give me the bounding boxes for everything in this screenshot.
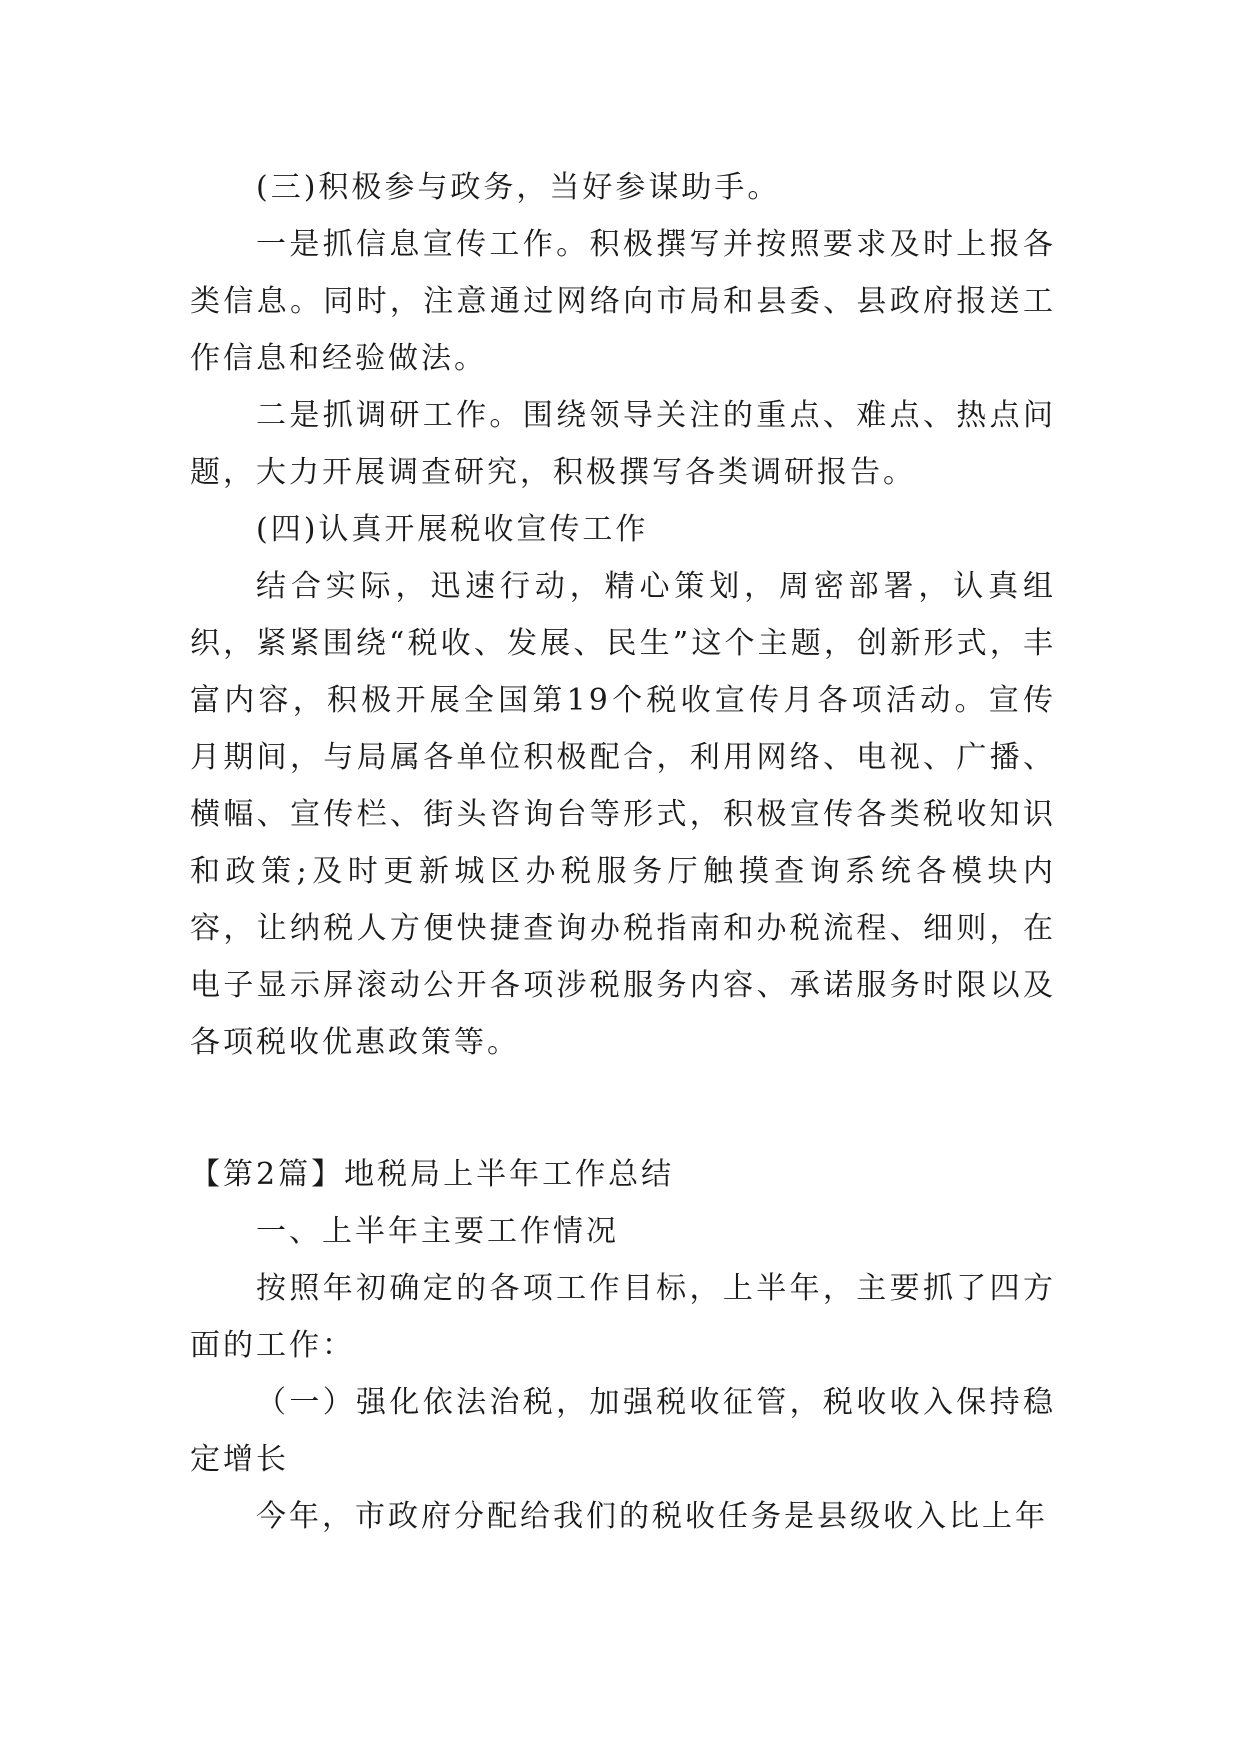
section-heading-3: (三)积极参与政务，当好参谋助手。 xyxy=(256,170,781,205)
paragraph-research-work: 二是抓调研工作。围绕领导关注的重点、难点、热点问题，大力开展调查研究，积极撰写各类调研报告。 xyxy=(190,398,1056,490)
paragraph-tax-task: 今年，市政府分配给我们的税收任务是县级收入比上年 xyxy=(256,1499,1048,1534)
article-title: 【第2篇】地税局上半年工作总结 xyxy=(190,1157,675,1192)
subsection-heading-1: （一）强化依法治税，加强税收征管，税收收入保持稳定增长 xyxy=(190,1385,1056,1477)
paragraph-tax-publicity: 结合实际，迅速行动，精心策划，周密部署，认真组织，紧紧围绕“税收、发展、民生”这个主题，创新形式，丰富内容，积极开展全国第19个税收宣传月各项活动。宣传月期间，与局属各单位积极配合，利用网络、电视、广播、横幅、宣传栏、街头咨询台等形式，积极宣传各类税收知识和政策;及时更新城区办税服务厅触摸查询系统各模块内容，让纳税人方便快捷查询办税指南和办税流程、细则，在电子显示屏滚动公开各项涉税服务内容、承诺服务时限以及各项税收优惠政策等。 xyxy=(190,569,1056,1060)
section-heading-4: (四)认真开展税收宣传工作 xyxy=(256,512,649,547)
paragraph-work-goals: 按照年初确定的各项工作目标，上半年，主要抓了四方面的工作： xyxy=(190,1271,1056,1363)
paragraph-info-work: 一是抓信息宣传工作。积极撰写并按照要求及时上报各类信息。同时，注意通过网络向市局和县委、县政府报送工作信息和经验做法。 xyxy=(190,227,1056,376)
section-heading-main-work: 一、上半年主要工作情况 xyxy=(256,1214,619,1249)
